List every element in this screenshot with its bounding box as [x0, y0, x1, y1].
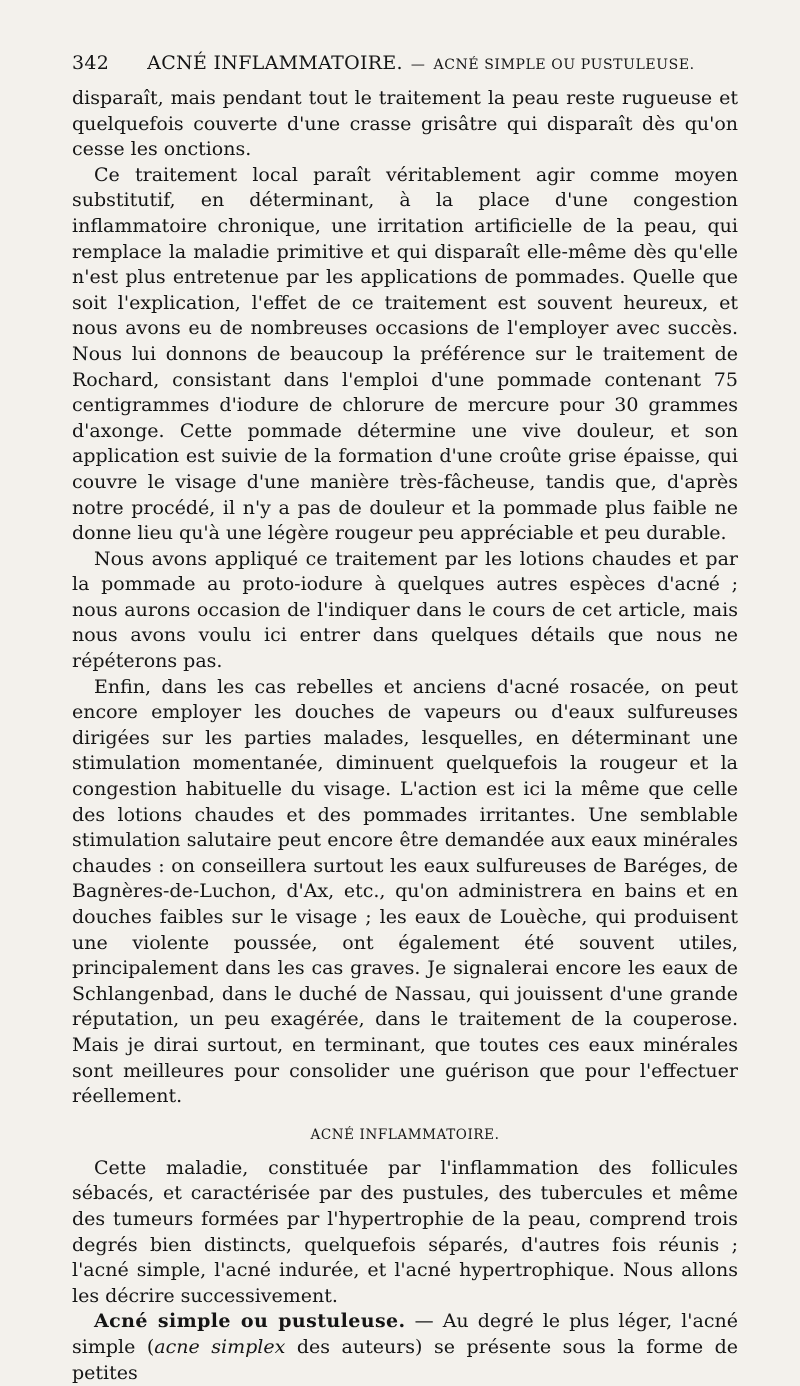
paragraph-2: Ce traitement local paraît véritablement agir comme moyen substitutif, en déterminant, à la place d'une congestion inflammatoire chronique, une irritation artificielle de la peau, qui remplace la maladie primitive et qui disparaît elle-même dès qu'elle n'est plus entretenue par les applications de pommades. Quelle que soit l'explication, l'effet de ce traitement est souvent heureux, et nous avons eu de nombreuses occasions de l'employer avec succès. Nous lui donnons de beaucoup la préférence sur le traitement de Rochard, consistant dans l'emploi d'une pommade contenant 75 centigrammes d'iodure de chlorure de mercure pour 30 grammes d'axonge. Cette pommade détermine une vive douleur, et son application est suivie de la formation d'une croûte grise épaisse, qui couvre le visage d'une manière très-fâcheuse, tandis que, d'après notre procédé, il n'y a pas de douleur et la pommade plus faible ne donne lieu qu'à une légère rougeur peu appréciable et peu durable. [72, 163, 738, 545]
body-text [72, 86, 738, 1386]
running-header [72, 52, 738, 74]
section-paragraph: Cette maladie, constituée par l'inflammation des follicules sébacés, et caractérisée par des pustules, des tubercules et même des tumeurs formées par l'hypertrophie de la peau, comprend trois degrés bien distincts, quelquefois séparés, d'autres fois réunis ; l'acné simple, l'acné indurée, et l'acné hypertrophique. Nous allons les décrire successivement. [72, 1156, 738, 1307]
last-paragraph-text-2: des auteurs) se présente sous la forme de petites [72, 1335, 739, 1384]
last-paragraph-text-1: — Au degré le plus léger, l'acné simple ( [72, 1310, 738, 1358]
running-subtitle: ACNÉ SIMPLE OU PUSTULEUSE. [433, 57, 695, 73]
page-number: 342 [72, 52, 110, 74]
paragraph-3: Nous avons appliqué ce traitement par les lotions chaudes et par la pommade au proto-iodure à quelques autres espèces d'acné ; nous aurons occasion de l'indiquer dans le cours de cet article, mais nous avons voulu ici entrer dans quelques détails que nous ne répéterons pas. [72, 547, 738, 673]
header-dash: — [410, 57, 426, 73]
latin-term: acne simplex [154, 1335, 286, 1358]
section-title: ACNÉ INFLAMMATOIRE. [310, 1126, 500, 1143]
paragraph-1: disparaît, mais pendant tout le traitement la peau reste rugueuse et quelquefois couverte d'une crasse grisâtre qui disparaît dès qu'on cesse les onctions. [72, 87, 738, 161]
paragraph-4: Enfin, dans les cas rebelles et anciens d'acné rosacée, on peut encore employer les douches de vapeurs ou d'eaux sulfureuses dirigées sur les parties malades, lesquelles, en déterminant une stimulation momentanée, diminuent quelquefois la rougeur et la congestion habituelle du visage. L'action est ici la même que celle des lotions chaudes et des pommades irritantes. Une semblable stimulation salutaire peut encore être demandée aux eaux minérales chaudes : on conseillera surtout les eaux sulfureuses de Baréges, de Bagnères-de-Luchon, d'Ax, etc., qu'on administrera en bains et en douches faibles sur le visage ; les eaux de Louèche, qui produisent une violente poussée, ont également été souvent utiles, principalement dans les cas graves. Je signalerai encore les eaux de Schlangenbad, dans le duché de Nassau, qui jouissent d'une grande réputation, un peu exagérée, dans le traitement de la couperose. Mais je dirai surtout, en terminant, que toutes ces eaux minérales sont meilleures pour consolider une guérison que pour l'effectuer réellement. [72, 675, 738, 1108]
subsection-heading: Acné simple ou pustuleuse. [94, 1310, 406, 1333]
running-title: ACNÉ INFLAMMATOIRE. [147, 52, 403, 74]
last-paragraph [72, 1309, 738, 1386]
